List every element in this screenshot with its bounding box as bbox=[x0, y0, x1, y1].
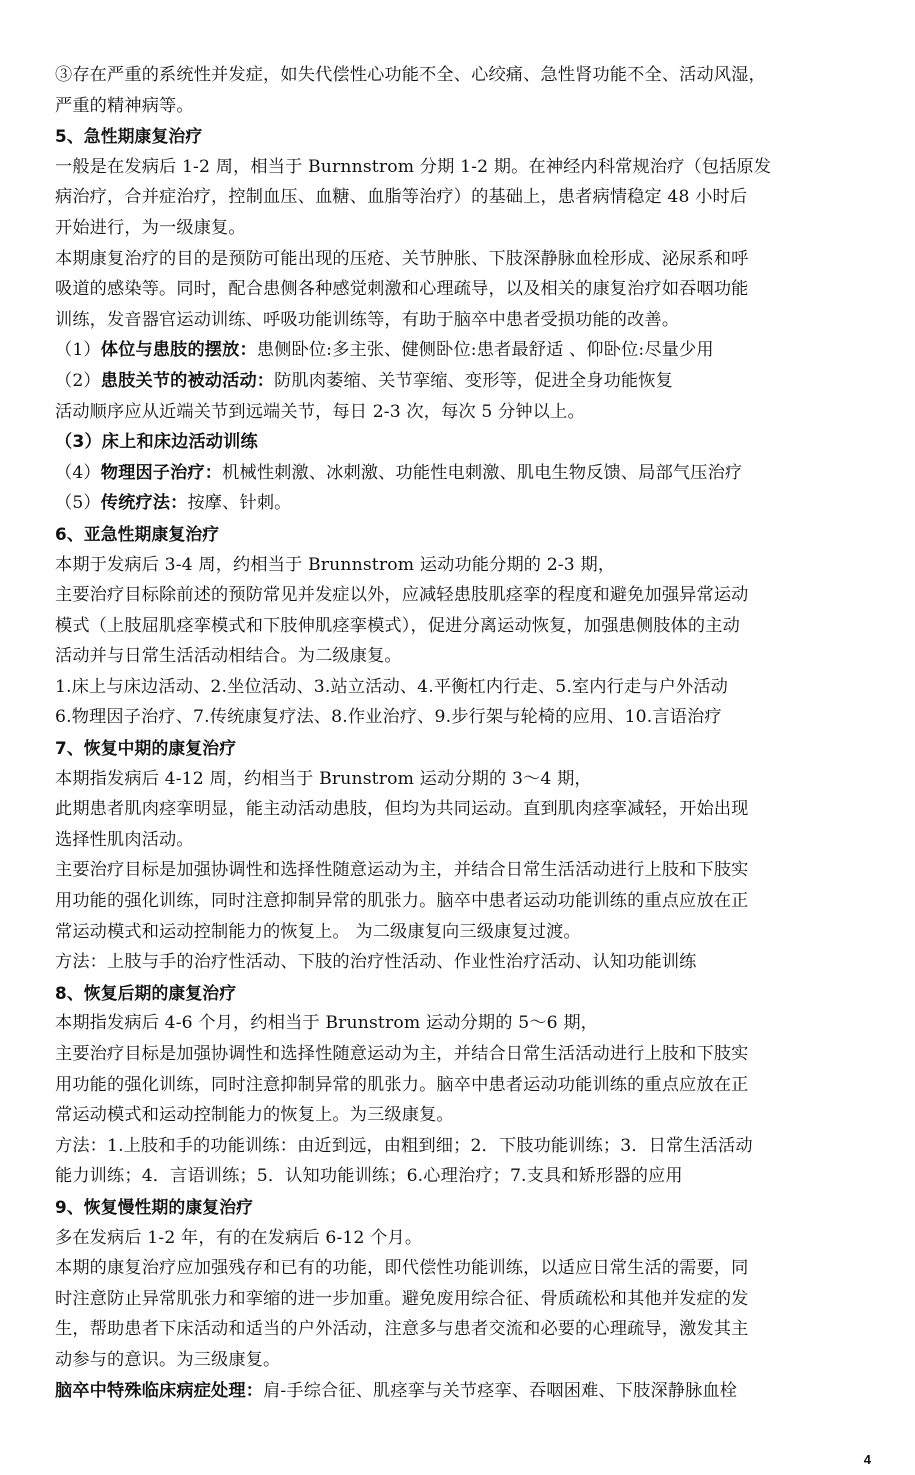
list-item-title: 患肢关节的被动活动： bbox=[100, 370, 275, 391]
section-heading: 6、亚急性期康复治疗 bbox=[55, 523, 220, 544]
paragraph-line: 主要治疗目标除前述的预防常见并发症以外，应减轻患肢肌痉挛的程度和避免加强异常运动 bbox=[55, 585, 749, 606]
paragraph-line: 一般是在发病后 1-2 周，相当于 Burnnstrom 分期 1-2 期。在神经内科常规治疗（包括原发 bbox=[55, 156, 772, 177]
paragraph-line: 动参与的意识。为三级康复。 bbox=[55, 1349, 281, 1370]
list-item-number: （2） bbox=[55, 370, 101, 391]
paragraph-line: 常运动模式和运动控制能力的恢复上。 为二级康复向三级康复过渡。 bbox=[55, 921, 581, 942]
paragraph-line: 活动并与日常生活活动相结合。为二级康复。 bbox=[55, 646, 402, 667]
paragraph-line: 活动顺序应从近端关节到远端关节，每日 2-3 次，每次 5 分钟以上。 bbox=[55, 401, 585, 422]
paragraph-line: 此期患者肌肉痉挛明显，能主动活动患肢，但均为共同运动。直到肌肉痉挛减轻，开始出现 bbox=[55, 799, 749, 820]
section-heading: 5、急性期康复治疗 bbox=[55, 126, 203, 147]
paragraph-line: 本期指发病后 4-12 周，约相当于 Brunstrom 运动分期的 3～4 期， bbox=[55, 768, 592, 789]
paragraph-line: 方法：1.上肢和手的功能训练：由近到远，由粗到细；2．下肢功能训练；3．日常生活活动 bbox=[55, 1135, 753, 1156]
special-conditions-text: 肩-手综合征、肌痉挛与关节痉挛、吞咽困难、下肢深静脉血栓 bbox=[263, 1380, 738, 1401]
list-item bbox=[55, 335, 875, 366]
special-conditions bbox=[55, 1376, 875, 1407]
document-page bbox=[55, 60, 875, 1406]
paragraph-line: 主要治疗目标是加强协调性和选择性随意运动为主，并结合日常生活活动进行上肢和下肢实 bbox=[55, 1044, 749, 1064]
list-item-text: 防肌肉萎缩、关节挛缩、变形等，促进全身功能恢复 bbox=[274, 370, 673, 391]
paragraph-line: 开始进行，为一级康复。 bbox=[55, 217, 246, 238]
paragraph-line: 方法：上肢与手的治疗性活动、下肢的治疗性活动、作业性治疗活动、认知功能训练 bbox=[55, 952, 697, 973]
list-item-title: 体位与患肢的摆放： bbox=[100, 340, 257, 361]
section-heading: 8、恢复后期的康复治疗 bbox=[55, 982, 237, 1003]
list-item: （3）床上和床边活动训练 bbox=[55, 432, 258, 453]
special-conditions-title: 脑卒中特殊临床病症处理： bbox=[55, 1380, 264, 1401]
list-item bbox=[55, 488, 875, 519]
paragraph-line: 主要治疗目标是加强协调性和选择性随意运动为主，并结合日常生活活动进行上肢和下肢实 bbox=[55, 860, 749, 881]
paragraph-line: 本期康复治疗的目的是预防可能出现的压疮、关节肿胀、下肢深静脉血栓形成、泌尿系和呼 bbox=[55, 248, 749, 269]
paragraph-line: 用功能的强化训练，同时注意抑制异常的肌张力。脑卒中患者运动功能训练的重点应放在正 bbox=[55, 891, 749, 912]
list-item-title: 物理因子治疗： bbox=[100, 462, 223, 483]
paragraph-line: 1.床上与床边活动、2.坐位活动、3.站立活动、4.平衡杠内行走、5.室内行走与户外活动 bbox=[55, 676, 728, 697]
paragraph-line: 训练，发音器官运动训练、呼吸功能训练等，有助于脑卒中患者受损功能的改善。 bbox=[55, 309, 680, 330]
list-item-text: 机械性刺激、冰刺激、功能性电刺激、肌电生物反馈、局部气压治疗 bbox=[222, 462, 743, 483]
paragraph-line: 6.物理因子治疗、7.传统康复疗法、8.作业治疗、9.步行架与轮椅的应用、10.言语治疗 bbox=[55, 707, 722, 728]
page-number: 4 bbox=[863, 1452, 871, 1467]
list-item-number: （1） bbox=[55, 340, 101, 361]
paragraph-line: 生，帮助患者下床活动和适当的户外活动，注意多与患者交流和必要的心理疏导，激发其主 bbox=[55, 1319, 749, 1340]
section-heading: 7、恢复中期的康复治疗 bbox=[55, 738, 237, 759]
list-item bbox=[55, 458, 875, 489]
list-item-number: （5） bbox=[55, 493, 101, 514]
paragraph-line: 严重的精神病等。 bbox=[55, 95, 194, 116]
paragraph-line: 常运动模式和运动控制能力的恢复上。为三级康复。 bbox=[55, 1105, 454, 1126]
paragraph-line: ③存在严重的系统性并发症，如失代偿性心功能不全、心绞痛、急性肾功能不全、活动风湿， bbox=[55, 65, 766, 85]
paragraph-line: 选择性肌肉活动。 bbox=[55, 829, 194, 850]
paragraph-line: 吸道的感染等。同时，配合患侧各种感觉刺激和心理疏导，以及相关的康复治疗如吞咽功能 bbox=[55, 279, 749, 300]
list-item-title: 传统疗法： bbox=[100, 493, 188, 514]
list-item bbox=[55, 366, 875, 397]
paragraph-line: 用功能的强化训练，同时注意抑制异常的肌张力。脑卒中患者运动功能训练的重点应放在正 bbox=[55, 1074, 749, 1095]
list-item-text: 患侧卧位:多主张、健侧卧位:患者最舒适 、仰卧位:尽量少用 bbox=[256, 340, 714, 361]
list-item-text: 按摩、针刺。 bbox=[187, 493, 292, 514]
list-item-number: （4） bbox=[55, 462, 101, 483]
paragraph-line: 本期于发病后 3-4 周，约相当于 Brunnstrom 运动功能分期的 2-3 期， bbox=[55, 554, 616, 575]
paragraph-line: 多在发病后 1-2 年，有的在发病后 6-12 个月。 bbox=[55, 1227, 423, 1248]
paragraph-line: 模式（上肢屈肌痉挛模式和下肢伸肌痉挛模式），促进分离运动恢复，加强患侧肢体的主动 bbox=[55, 615, 740, 636]
paragraph-line: 能力训练；4．言语训练；5．认知功能训练；6.心理治疗；7.支具和矫形器的应用 bbox=[55, 1166, 683, 1187]
section-heading: 9、恢复慢性期的康复治疗 bbox=[55, 1196, 254, 1217]
paragraph-line: 时注意防止异常肌张力和挛缩的进一步加重。避免废用综合征、骨质疏松和其他并发症的发 bbox=[55, 1288, 749, 1309]
paragraph-line: 病治疗，合并症治疗，控制血压、血糖、血脂等治疗）的基础上，患者病情稳定 48 小时后 bbox=[55, 187, 748, 208]
paragraph-line: 本期的康复治疗应加强残存和已有的功能，即代偿性功能训练，以适应日常生活的需要，同 bbox=[55, 1258, 749, 1279]
paragraph-line: 本期指发病后 4-6 个月，约相当于 Brunstrom 运动分期的 5～6 期， bbox=[55, 1013, 598, 1034]
